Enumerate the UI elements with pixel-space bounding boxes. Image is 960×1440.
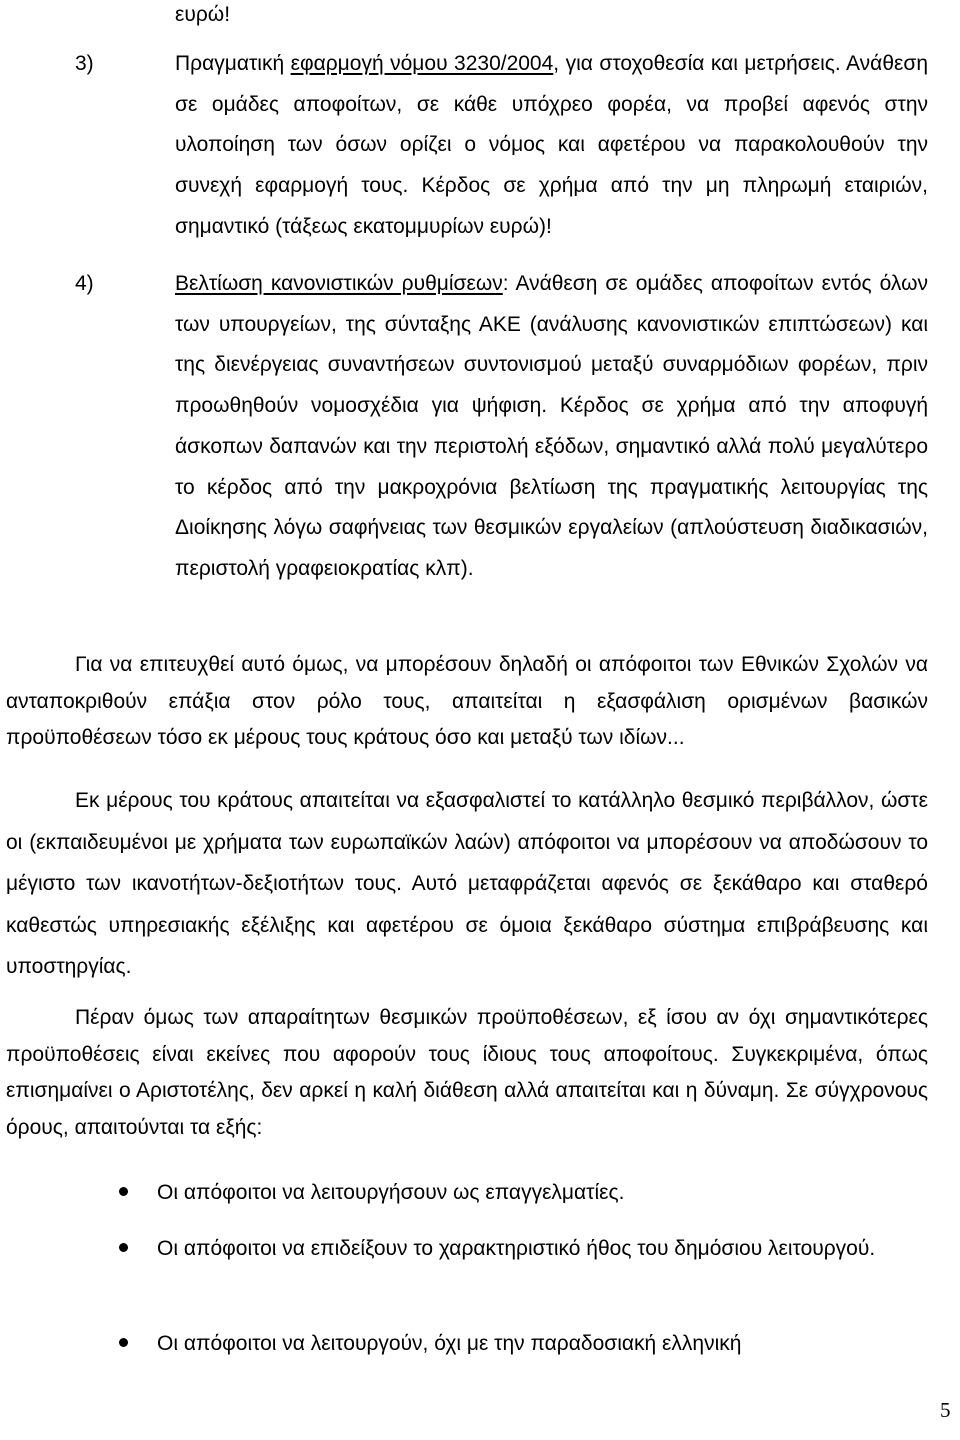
- bullet-text: Οι απόφοιτοι να επιδείξουν το χαρακτηριστικό ήθος του δημόσιου λειτουργού.: [157, 1237, 876, 1260]
- paragraph-1: Για να επιτευχθεί αυτό όμως, να μπορέσουν δηλαδή οι απόφοιτοι των Εθνικών Σχολών να ανταποκριθούν επάξια στον ρόλο τους, απαιτείται η εξασφάλιση ορισμένων βασικών προϋποθέσεων τόσο εκ μέρους τους κράτους όσο και μεταξύ των ιδίων...: [6, 653, 928, 750]
- item-text-after: , για στοχοθεσία και μετρήσεις. Ανάθεση σε ομάδες αποφοίτων, σε κάθε υπόχρεο φορέα, να προβεί αφενός στην υλοποίηση των όσων ορίζει ο νόμος και αφετέρου να παρακολουθούν την συνεχή εφαρμογή τους. Κέρδος σε χρήμα από την μη πληρωμή εταιριών, σημαντικό (τάξεως εκατομμυρίων ευρώ)!: [175, 52, 928, 238]
- paragraph-2: Εκ μέρους του κράτους απαιτείται να εξασφαλιστεί το κατάλληλο θεσμικό περιβάλλον, ώστε οι (εκπαιδευμένοι με χρήματα των ευρωπαϊκών λαών) απόφοιτοι να μπορέσουν να αποδώσουν το μέγιστο των ικανοτήτων-δεξιοτήτων τους. Αυτό μεταφράζεται αφενός σε ξεκάθαρο και σταθερό καθεστώς υπηρεσιακής εξέλιξης και αφετέρου σε όμοια ξεκάθαρο σύστημα επιβράβευσης και υποστηργίας.: [6, 789, 928, 978]
- item-body: [175, 264, 928, 590]
- paragraph-3: Πέραν όμως των απαραίτητων θεσμικών προϋποθέσεων, εξ ίσου αν όχι σημαντικότερες προϋποθέσεις είναι εκείνες που αφορούν τους ίδιους τους αποφοίτους. Συγκεκριμένα, όπως επισημαίνει ο Αριστοτέλης, δεν αρκεί η καλή διάθεση αλλά απαιτείται και η δύναμη. Σε σύγχρονους όρους, απαιτούνται τα εξής:: [6, 1006, 928, 1139]
- page-number: 5: [940, 1398, 951, 1422]
- lead-line: ευρώ!: [175, 3, 231, 26]
- bullet-dot-icon: [119, 1243, 128, 1252]
- item-number: 4): [75, 272, 94, 295]
- item-text-before: Πραγματική: [175, 52, 291, 75]
- item-body: [175, 44, 928, 248]
- item-number: 3): [75, 52, 94, 75]
- bullet-text: Οι απόφοιτοι να λειτουργούν, όχι με την παραδοσιακή ελληνική: [157, 1332, 742, 1355]
- bullet-text: Οι απόφοιτοι να λειτουργήσουν ως επαγγελματίες.: [157, 1181, 625, 1204]
- item-underlined-link: εφαρμογή νόμου 3230/2004: [290, 52, 554, 75]
- bullet-dot-icon: [119, 1187, 128, 1196]
- item-text-after: : Ανάθεση σε ομάδες αποφοίτων εντός όλων των υπουργείων, της σύνταξης ΑΚΕ (ανάλυσης κανονιστικών επιπτώσεων) και της διενέργειας συναντήσεων συντονισμού μεταξύ συναρμόδιων φορέων, πριν προωθηθούν νομοσχέδια για ψήφιση. Κέρδος σε χρήμα από την αποφυγή άσκοπων δαπανών και την περιστολή εξόδων, σημαντικό αλλά πολύ μεγαλύτερο το κέρδος από την μακροχρόνια βελτίωση της πραγματικής λειτουργίας της Διοίκησης λόγω σαφήνειας των θεσμικών εργαλείων (απλούστευση διαδικασιών, περιστολή γραφειοκρατίας κλπ).: [175, 272, 929, 580]
- item-underlined-heading: Βελτίωση κανονιστικών ρυθμίσεων: [175, 272, 503, 295]
- bullet-dot-icon: [119, 1338, 128, 1347]
